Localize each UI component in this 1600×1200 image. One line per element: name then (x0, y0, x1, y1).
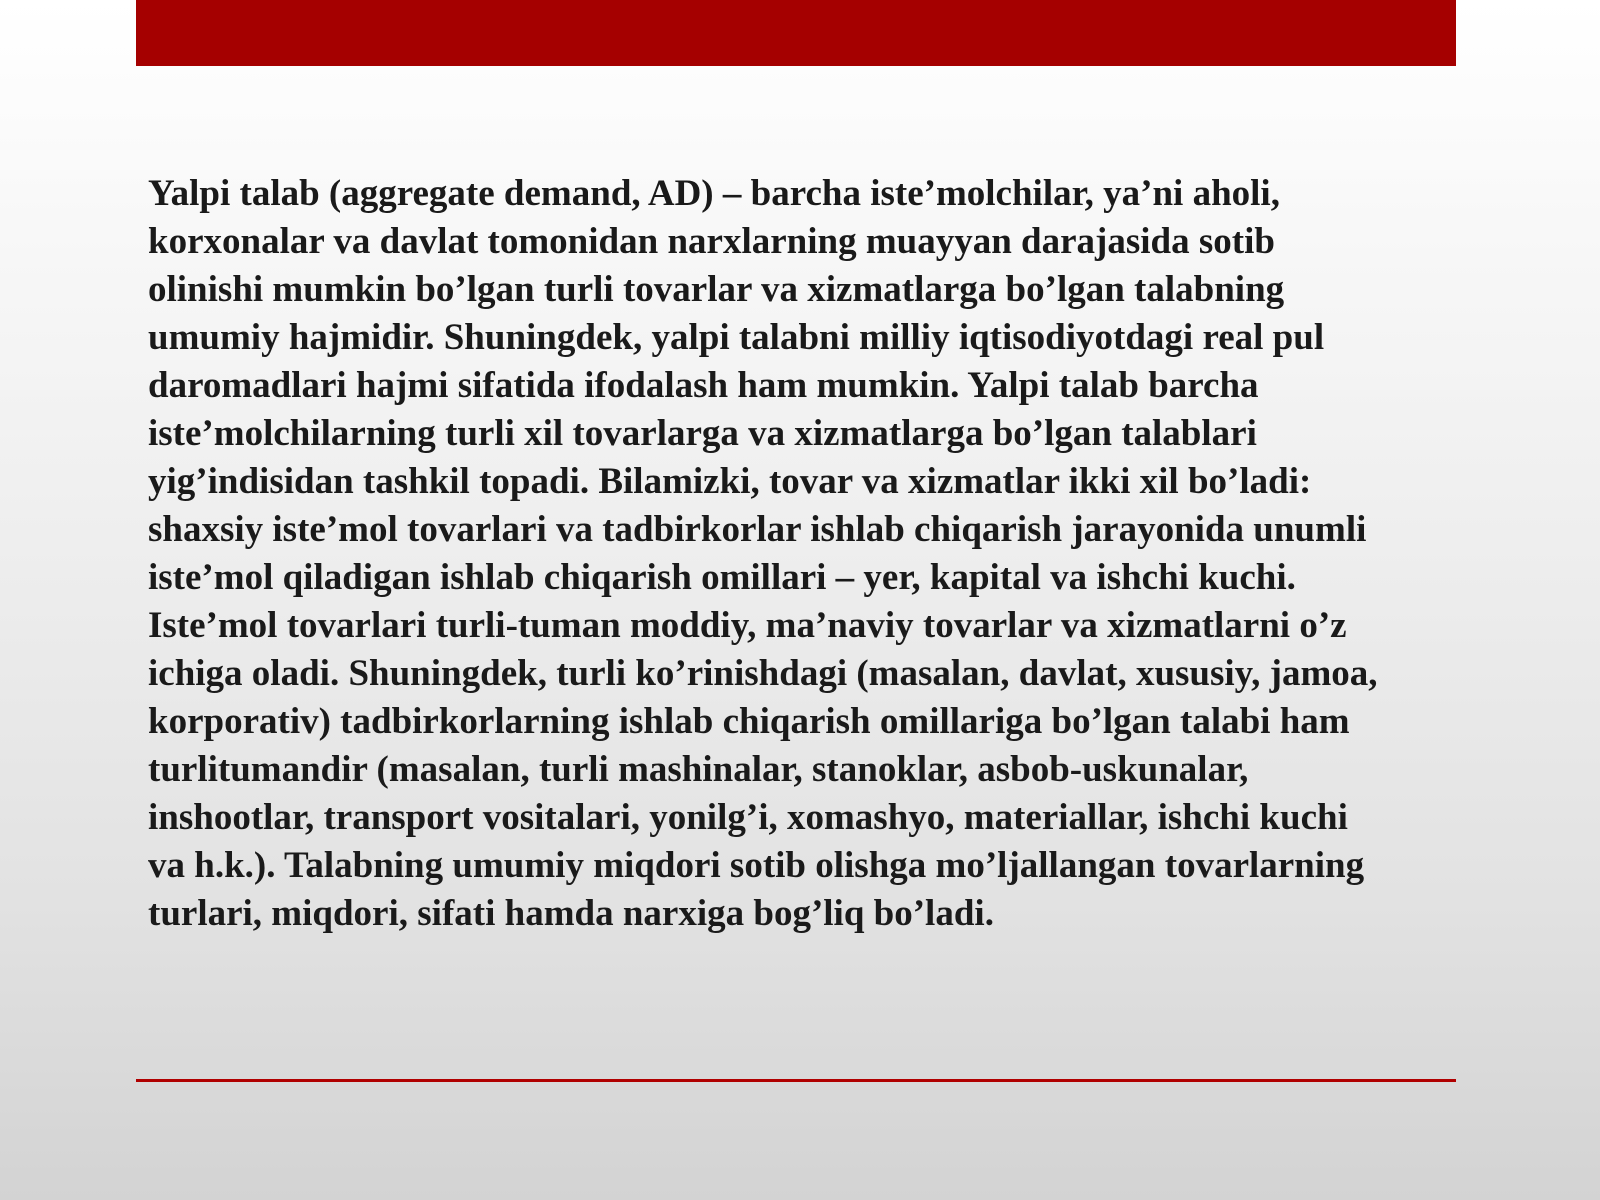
body-paragraph: Yalpi talab (aggregate demand, AD) – barcha iste’molchilar, ya’ni aholi, korxonalar va davlat tomonidan narxlarning muayyan darajasida sotib olinishi mumkin bo’lgan turli tovarlar va xizmatlarga bo’lgan talabning umumiy hajmidir. Shuningdek, yalpi talabni milliy iqtisodiyotdagi real pul daromadlari hajmi sifatida ifodalash ham mumkin. Yalpi talab barcha iste’molchilarning turli xil tovarlarga va xizmatlarga bo’lgan talablari yig’indisidan tashkil topadi. Bilamizki, tovar va xizmatlar ikki xil bo’ladi: shaxsiy iste’mol tovarlari va tadbirkorlar ishlab chiqarish jarayonida unumli iste’mol qiladigan ishlab chiqarish omillari – yer, kapital va ishchi kuchi. Iste’mol tovarlari turli-tuman moddiy, ma’naviy tovarlar va xizmatlarni o’z ichiga oladi. Shuningdek, turli ko’rinishdagi (masalan, davlat, xususiy, jamoa, korporativ) tadbirkorlarning ishlab chiqarish omillariga bo’lgan talabi ham turlitumandir (masalan, turli mashinalar, stanoklar, asbob-uskunalar, inshootlar, transport vositalari, yonilg’i, xomashyo, materiallar, ishchi kuchi va h.k.). Talabning umumiy miqdori sotib olishga mo’ljallangan tovarlarning turlari, miqdori, sifati hamda narxiga bog’liq bo’ladi. (148, 173, 1378, 934)
footer-divider-line (136, 1079, 1456, 1082)
header-accent-bar (136, 0, 1456, 66)
